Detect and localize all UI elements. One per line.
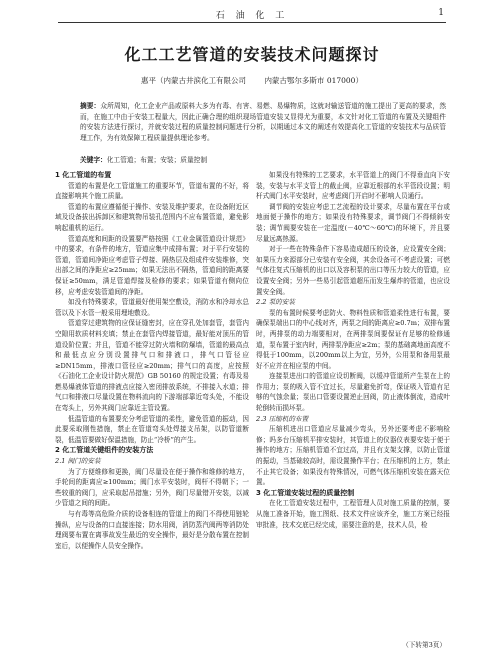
section-heading: 1 化工管道的布置: [55, 171, 112, 179]
author-line: [0, 75, 504, 86]
abstract: [80, 101, 446, 143]
section-heading: 3 化工管道安装过程的质量控制: [256, 488, 355, 497]
abstract-text: 众所周知，化工企业产品或原料大多为有毒、有害、易燃、易爆物质，这就对输送管道的施工提出了更高的要求，然而，在施工中由于安装工程量大，因此正确合理的组织现场管道安装又显得尤为重要，本文针对化工管道的布置及关键组件的安装方法进行探讨，并就安装过程的质量控制问题进行分析，以期通过本文的阐述有效提高化工管道的安装技术与品质管理工作，为有效保障工程质量提供理论参考。: [80, 102, 447, 142]
article-title: 化工工艺管道的安装技术问题探讨: [124, 45, 380, 64]
paragraph: 对于一些在特殊条件下容易造成超压的设备，应设置安全阀；如果压力来源部分已安装有安全阀，其余设备可不考虑设置；可燃气体往复式压缩机的出口以及容积泵的出口等压力较大的管道，应设置安全阀；另外一些易引起管道超压而发生爆炸的管道，也应设置安全阀。: [256, 245, 450, 296]
abstract-label: 摘要：: [80, 102, 101, 110]
left-column: [55, 170, 249, 551]
paragraph: 为了方便维修和更换，阀门尽量设在便于操作和维修的地方，手轮间的距离应≥100mm；阀门水平安装时，阀杆不得朝下；一些较重的阀门，应采取起吊措施；另外，阀门尽量错开安装，以减少管道之间的间距。: [55, 467, 249, 508]
running-header: [58, 8, 446, 23]
journal-name: 石 油 化 工: [215, 11, 289, 21]
section-heading: 2 化工管道关键组件的安装方法: [55, 446, 154, 455]
author-affiliation: 惠平（内蒙古井滨化工有限公司: [141, 76, 247, 85]
right-column: [256, 170, 450, 530]
paragraph: 与有毒等高危险介质的设备相连的管道上的阀门不得使用链轮操纵，应与设备的口直接连接；防水用阀，消防蒸汽阀两等消防处理阀要布置在离事故发生最近的安全操作，最好是分散布置在控制室后，以便操作人员安全操作。: [55, 510, 249, 550]
paragraph: 泵的布置时候要考虑防火、物料性质和管道柔性进行布置，要确保泵端出口的中心线对齐，两泵之间的距离应≥0.7m；双排布置时，两排泵的动力端要相对，在两排泵间要保证有足够的检修通道，泵布置于室内时，两排泵净距应≥2m；泵的基础离地面高度不得低于100mm，以200mm以上为宜，另外，公用泵和备用泵最好不应并在相应泵的中间。: [256, 308, 451, 370]
paragraph: 在化工管道安装过程中，工程管理人员对施工质量的控制，要从施工准备开始，施工图纸、技术文件应该齐全，施工方案已经报审批准，技术交底已经完成，需要注意的是，技术人员，检: [256, 499, 450, 529]
paragraph: 压缩机进出口管道应尽量减少弯头，另外还要考虑不影响检修；吗多台压缩机平排安装时，其管道上的仪器仪表要安装于便于操作的地方；压缩机管道不宜过高，并且有支架支撑，以防止管道的振动，当基础较高时，需设置操作平台；在压缩机的上方，禁止不止其它设备；如果没有特殊情况，可燃气体压缩机安装在露天位置。: [256, 425, 450, 487]
keywords-label: 关键字：: [80, 156, 107, 164]
section-heading: 2.3 压缩机的布置: [256, 414, 309, 423]
paragraph: 管道高度和间距的设置要严格按照《工业金属管道设计规范》中的要求，有条件的地方，管道应集中成排布置；对于平行安装的管道，管道间净距应考虑管子焊接、隔热层及组成件安装维修，突出部之间的净距应≥25mm；如果无法出不隔热，管道间的距离要保证≥50mm，满足管道焊接及检修的要求；如果管道有侧向位移，应考虑安装管道间的净距。: [55, 234, 249, 296]
continued-note: （下转第3页）: [402, 641, 446, 649]
paragraph: 调节阀的安装应考虑工艺流程的设计要求，尽量布置在平台或地面便于操作的地方；如果没有特殊要求，调节阀门不得倾斜安装；调节阀要安装在一定温度(－40℃～60℃)的环境下，并且要尽量远离热源。: [256, 202, 450, 243]
page-number: 1: [438, 8, 444, 18]
section-heading: 2.1 阀门的安装: [55, 457, 101, 466]
paragraph: 如没有特殊要求，管道最好使用架空敷设，消防水和冷却水总管以及下水管一般采用埋地敷设。: [55, 298, 249, 317]
keywords-text: 化工管道；布置；安装；质量控制: [106, 156, 208, 164]
paragraph: 管道穿过建筑物的应保证缝密封，应在穿孔处加套管，套管内空隙用软质材料充填；禁止在套管内焊接管道，最好能对顶压的管道设阶位置；并且，管道不能穿过防火墙和防爆墙，管道的最高点和最低点应分别设置排气口和排液口，排气口管径应≥DN15mm，排液口管径应≥20mm；排气口的高度，应按照《石油化工企业设计防火规范》GB 50160 的规定设置；有毒及易燃易爆液体管道的排液点应接入密闭排放系统，不排接入水道；排气口和排液口尽量设置在物料流向的下游端部靠近弯头处，不能设在弯头上，另外其阀门应靠近主管设置。: [55, 319, 249, 413]
paragraph: 如果没有特殊的工艺要求，水平管道上的阀门不得垂直向下安装，安装与水平支管上的截止阀，应靠近根部的水平管段设置；明杆式阀门水平安装时，应考虑阀门开启时不影响人员通行。: [256, 171, 450, 201]
paragraph: 连接泵进出口的管道应设切断阀，以缓冲管道所产生泵在上的作用力；泵的吸入管不宜过长，尽量避免折弯，保证吸入管道有足够的气蚀余量；泵出口管要设置逆止回阀，防止液体倒流，造成叶轮倒转而损坏泵。: [256, 372, 450, 413]
section-heading: 2.2 泵的安装: [256, 298, 295, 307]
paragraph: 低温管道的布置要充分考虑管道的柔性，避免管道的振动，因此要采取刚性措施，禁止在管道弯头处焊接支吊架，以防管道断裂，低温管要做好保温措施，防止“冷桥”的产生。: [55, 414, 249, 444]
author-address: 内蒙古鄂尔多斯市 017000）: [264, 76, 363, 85]
paragraph: 管道的布置应遵循便于操作、安装及维护要求，在设备附近区域及设备拔出拆卸区和建筑物吊装孔范围内不应布置管道，避免影响起重机的运行。: [55, 202, 249, 232]
keywords: [80, 155, 446, 166]
paragraph: 管道的布置是化工管道施工的重要环节，管道布置的不好，将直接影响其个施工质量。: [55, 181, 249, 201]
